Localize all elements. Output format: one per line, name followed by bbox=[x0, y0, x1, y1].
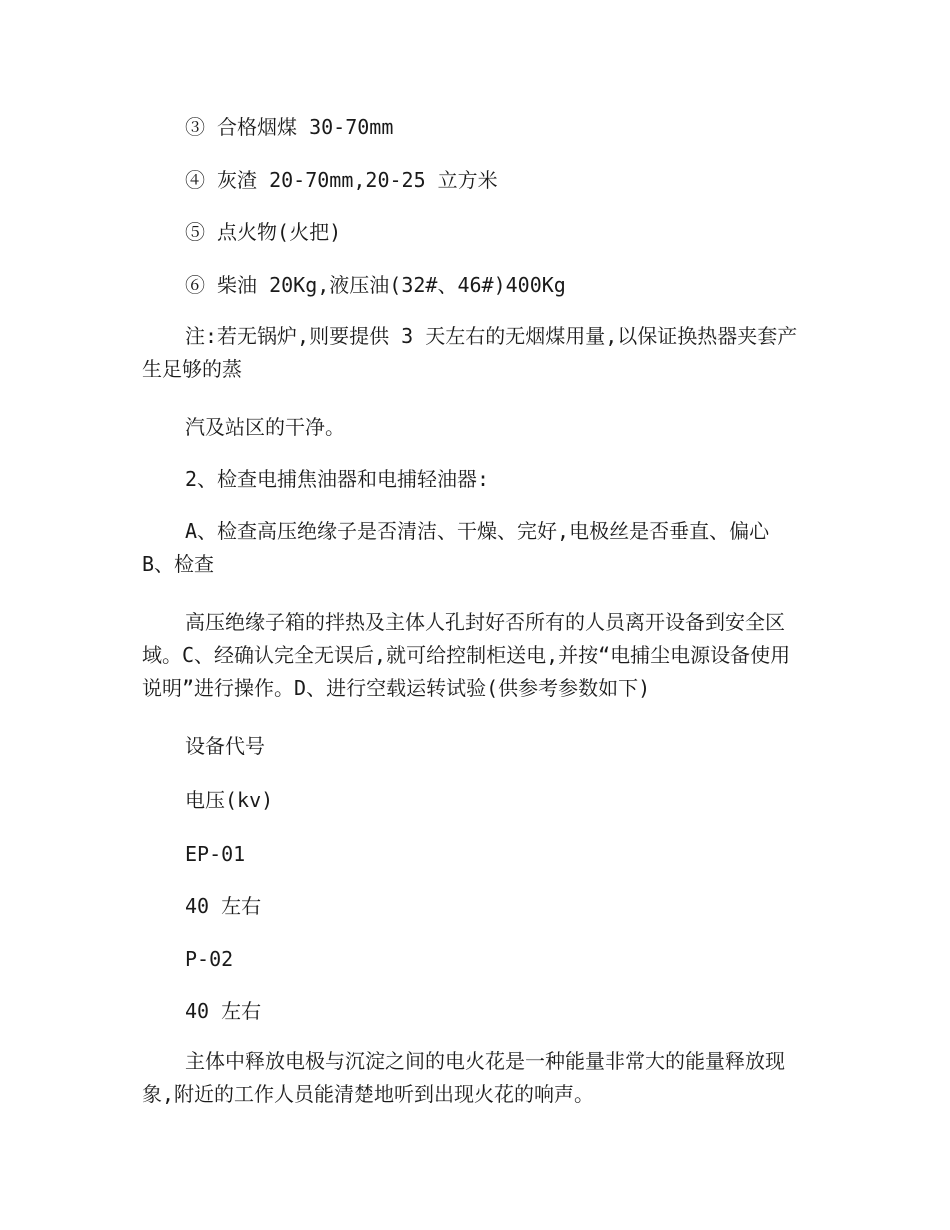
param-voltage-ep01: 40 左右 bbox=[185, 894, 262, 918]
paragraph-oil: ⑥ 柴油 20Kg,液压油(32#、46#)400Kg bbox=[185, 273, 566, 297]
paragraph-step-a: A、检查高压绝缘子是否清洁、干燥、完好,电极丝是否垂直、偏心 B、检查 bbox=[142, 519, 770, 576]
param-voltage-p02: 40 左右 bbox=[185, 999, 262, 1023]
paragraph-spark: 主体中释放电极与沉淀之间的电火花是一种能量非常大的能量释放现象,附近的工作人员能清楚地听到出现火花的响声。 bbox=[142, 1049, 785, 1106]
param-code-p02: P-02 bbox=[185, 947, 234, 971]
paragraph-igniter: ⑤ 点火物(火把) bbox=[185, 220, 342, 244]
paragraph-coal: ③ 合格烟煤 30-70mm bbox=[185, 115, 394, 139]
paragraph-note-continued: 汽及站区的干净。 bbox=[185, 415, 345, 439]
paragraph-step-b-c-d: 高压绝缘子箱的拌热及主体人孔封好否所有的人员离开设备到安全区域。C、经确认完全无误后,就可给控制柜送电,并按“电捕尘电源设备使用说明”进行操作。D、进行空载运转试验(供参考参数如下) bbox=[142, 610, 791, 700]
param-header-code: 设备代号 bbox=[185, 734, 265, 758]
param-header-voltage: 电压(kv) bbox=[185, 788, 274, 812]
paragraph-note: 注:若无锅炉,则要提供 3 天左右的无烟煤用量,以保证换热器夹套产生足够的蒸 bbox=[142, 324, 798, 381]
paragraph-ash: ④ 灰渣 20-70mm,20-25 立方米 bbox=[185, 168, 498, 192]
paragraph-section-2: 2、检查电捕焦油器和电捕轻油器: bbox=[185, 467, 490, 491]
param-code-ep01: EP-01 bbox=[185, 842, 246, 866]
